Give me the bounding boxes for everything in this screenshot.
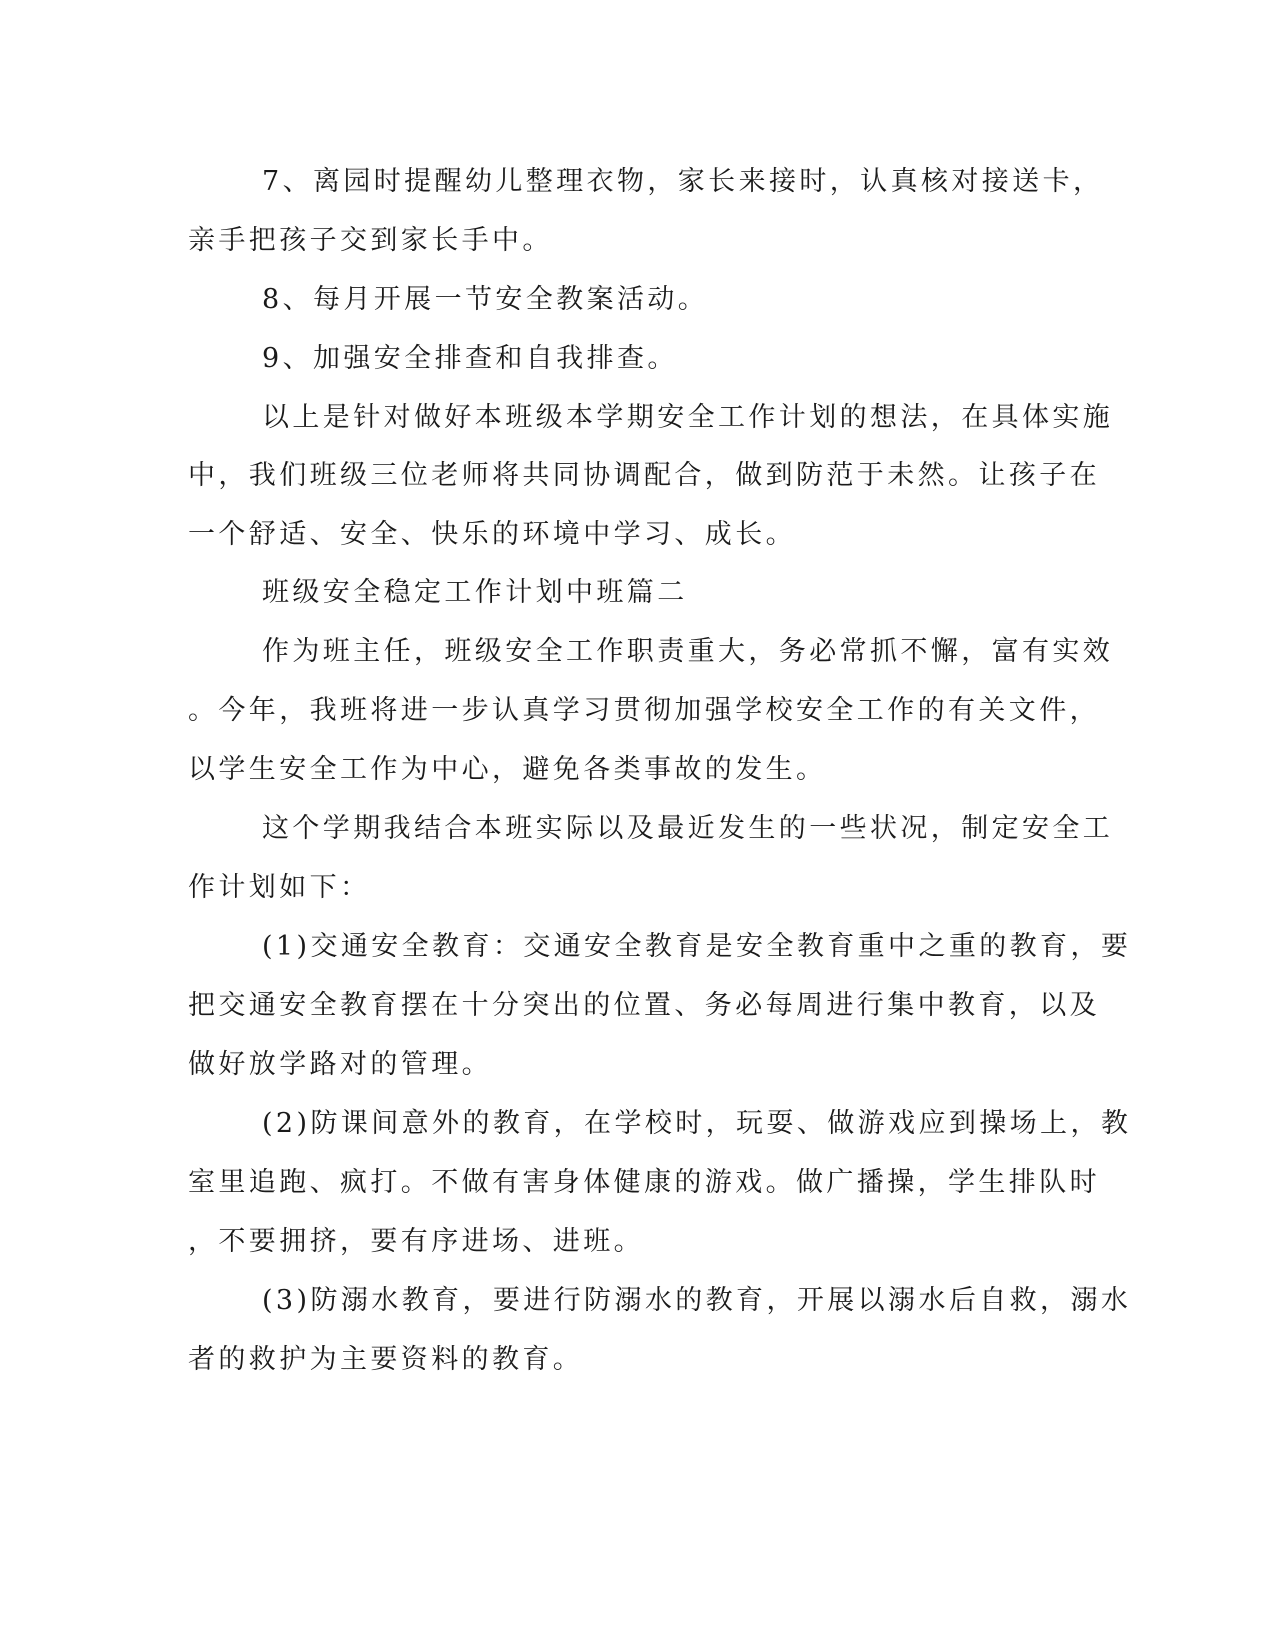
paragraph-line: 把交通安全教育摆在十分突出的位置、务必每周进行集中教育，以及 — [188, 990, 1100, 1021]
paragraph-line: 中，我们班级三位老师将共同协调配合，做到防范于未然。让孩子在 — [188, 460, 1100, 491]
paragraph-line: (2)防课间意外的教育，在学校时，玩耍、做游戏应到操场上，教 — [262, 1108, 1132, 1139]
paragraph-line: 亲手把孩子交到家长手中。 — [188, 225, 553, 256]
paragraph-line: 9、加强安全排查和自我排查。 — [262, 343, 678, 374]
paragraph-line: 作为班主任，班级安全工作职责重大，务必常抓不懈，富有实效 — [262, 636, 1114, 667]
paragraph-line: 这个学期我结合本班实际以及最近发生的一些状况，制定安全工 — [262, 813, 1114, 844]
paragraph-line: 做好放学路对的管理。 — [188, 1049, 492, 1080]
paragraph-line: 。今年，我班将进一步认真学习贯彻加强学校安全工作的有关文件， — [188, 695, 1100, 726]
paragraph-line: 8、每月开展一节安全教案活动。 — [262, 284, 709, 315]
paragraph-line: 者的救护为主要资料的教育。 — [188, 1344, 584, 1375]
paragraph-line: 7、离园时提醒幼儿整理衣物，家长来接时，认真核对接送卡， — [262, 166, 1104, 197]
paragraph-line: ，不要拥挤，要有序进场、进班。 — [188, 1226, 644, 1257]
paragraph-line: 以上是针对做好本班级本学期安全工作计划的想法，在具体实施 — [262, 402, 1114, 433]
section-heading: 班级安全稳定工作计划中班篇二 — [262, 577, 688, 608]
paragraph-line: (1)交通安全教育：交通安全教育是安全教育重中之重的教育，要 — [262, 931, 1132, 962]
paragraph-line: (3)防溺水教育，要进行防溺水的教育，开展以溺水后自救，溺水 — [262, 1285, 1132, 1316]
paragraph-line: 一个舒适、安全、快乐的环境中学习、成长。 — [188, 519, 796, 550]
paragraph-line: 以学生安全工作为中心，避免各类事故的发生。 — [188, 754, 827, 785]
paragraph-line: 室里追跑、疯打。不做有害身体健康的游戏。做广播操，学生排队时 — [188, 1167, 1100, 1198]
paragraph-line: 作计划如下： — [188, 872, 371, 903]
